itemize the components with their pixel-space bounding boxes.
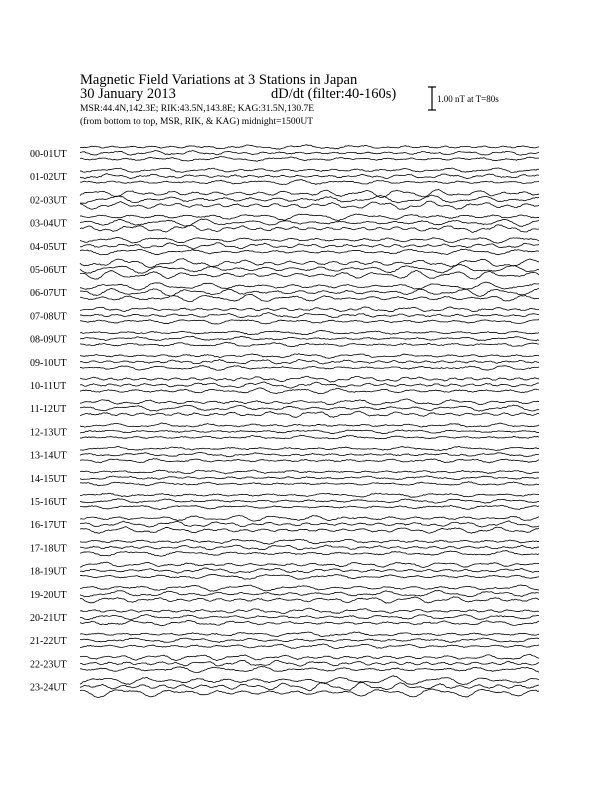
trace-msr: [80, 597, 539, 603]
trace-msr: [80, 201, 539, 209]
trace-msr: [80, 294, 539, 301]
trace-kag: [80, 676, 539, 685]
scale-bar: [428, 87, 436, 110]
trace-rik: [80, 476, 539, 480]
trace-msr: [80, 320, 539, 324]
trace-kag: [80, 562, 539, 568]
trace-msr: [80, 342, 539, 346]
trace-kag: [80, 539, 539, 544]
hour-label: 17-18UT: [30, 543, 67, 555]
hour-label: 11-12UT: [30, 404, 67, 416]
hour-label: 14-15UT: [30, 473, 67, 485]
trace-kag: [80, 608, 539, 614]
trace-rik: [80, 682, 539, 690]
trace-kag: [80, 493, 539, 497]
chart-title: Magnetic Field Variations at 3 Stations in Japan: [80, 72, 358, 88]
hour-label: 18-19UT: [30, 566, 67, 578]
trace-rik: [80, 499, 539, 503]
hour-label: 10-11UT: [30, 381, 67, 392]
trace-rik: [80, 545, 539, 550]
trace-rik: [80, 405, 539, 411]
trace-kag: [80, 282, 539, 290]
trace-kag: [80, 654, 539, 660]
trace-msr: [80, 366, 539, 371]
trace-rik: [80, 638, 539, 642]
hour-label: 21-22UT: [30, 636, 67, 648]
trace-rows: [30, 145, 539, 698]
trace-rik: [80, 174, 539, 179]
trace-kag: [80, 168, 539, 172]
trace-rik: [80, 151, 539, 156]
trace-kag: [80, 238, 539, 244]
trace-rik: [80, 452, 539, 456]
trace-rik: [80, 590, 539, 596]
trace-kag: [80, 189, 539, 197]
hour-label: 12-13UT: [30, 427, 67, 439]
trace-msr: [80, 574, 539, 579]
trace-kag: [80, 470, 539, 474]
trace-kag: [80, 259, 539, 268]
trace-msr: [80, 157, 539, 162]
trace-msr: [80, 225, 539, 233]
hour-label: 19-20UT: [30, 589, 67, 601]
trace-msr: [80, 689, 539, 698]
hour-label: 03-04UT: [30, 218, 67, 230]
trace-rik: [80, 615, 539, 620]
trace-msr: [80, 249, 539, 255]
trace-rik: [80, 243, 539, 249]
trace-msr: [80, 270, 539, 279]
hour-label: 16-17UT: [30, 520, 67, 532]
hour-label: 00-01UT: [30, 149, 67, 160]
trace-kag: [80, 446, 539, 450]
hour-label: 22-23UT: [30, 659, 67, 671]
trace-kag: [80, 214, 539, 220]
trace-kag: [80, 376, 539, 382]
hour-label: 23-24UT: [30, 682, 67, 694]
trace-rik: [80, 313, 539, 318]
date-label: 30 January 2013: [80, 86, 176, 102]
trace-msr: [80, 435, 539, 439]
hour-label: 07-08UT: [30, 311, 67, 323]
trace-rik: [80, 288, 539, 296]
hour-label: 06-07UT: [30, 288, 67, 300]
trace-kag: [80, 423, 539, 427]
hour-label: 04-05UT: [30, 241, 67, 253]
trace-kag: [80, 399, 539, 405]
trace-msr: [80, 388, 539, 394]
trace-rik: [80, 382, 539, 388]
component-filter-label: dD/dt (filter:40-160s): [271, 86, 397, 102]
hour-label: 01-02UT: [30, 172, 67, 184]
trace-kag: [80, 354, 539, 359]
trace-msr: [80, 411, 539, 417]
trace-msr: [80, 527, 539, 534]
station-order-note: (from bottom to top, MSR, RIK, & KAG) midnight=1500UT: [80, 117, 314, 127]
hour-label: 08-09UT: [30, 334, 67, 346]
hour-label: 20-21UT: [30, 613, 67, 624]
trace-msr: [80, 482, 539, 486]
hour-label: 09-10UT: [30, 357, 67, 369]
trace-kag: [80, 307, 539, 312]
trace-kag: [80, 330, 539, 334]
trace-msr: [80, 180, 539, 185]
trace-rik: [80, 660, 539, 666]
scale-bar-label: 1.00 nT at T=80s: [437, 94, 499, 104]
hour-label: 02-03UT: [30, 195, 67, 207]
trace-rik: [80, 430, 539, 434]
trace-kag: [80, 632, 539, 637]
trace-rik: [80, 359, 539, 364]
trace-rik: [80, 336, 539, 340]
hour-label: 15-16UT: [30, 497, 67, 508]
trace-rik: [80, 219, 539, 226]
trace-msr: [80, 551, 539, 557]
trace-msr: [80, 459, 539, 463]
trace-rik: [80, 521, 539, 527]
station-coordinates: MSR:44.4N,142.3E; RIK:43.5N,143.8E; KAG:31.5N,130.7E: [80, 104, 315, 114]
hour-label: 05-06UT: [30, 265, 67, 276]
trace-kag: [80, 585, 539, 591]
trace-rik: [80, 264, 539, 273]
trace-rik: [80, 195, 539, 203]
trace-msr: [80, 644, 539, 649]
trace-msr: [80, 620, 539, 625]
trace-kag: [80, 145, 539, 149]
trace-msr: [80, 666, 539, 672]
trace-msr: [80, 505, 539, 509]
hour-label: 13-14UT: [30, 450, 67, 462]
trace-kag: [80, 515, 539, 521]
trace-rik: [80, 568, 539, 573]
